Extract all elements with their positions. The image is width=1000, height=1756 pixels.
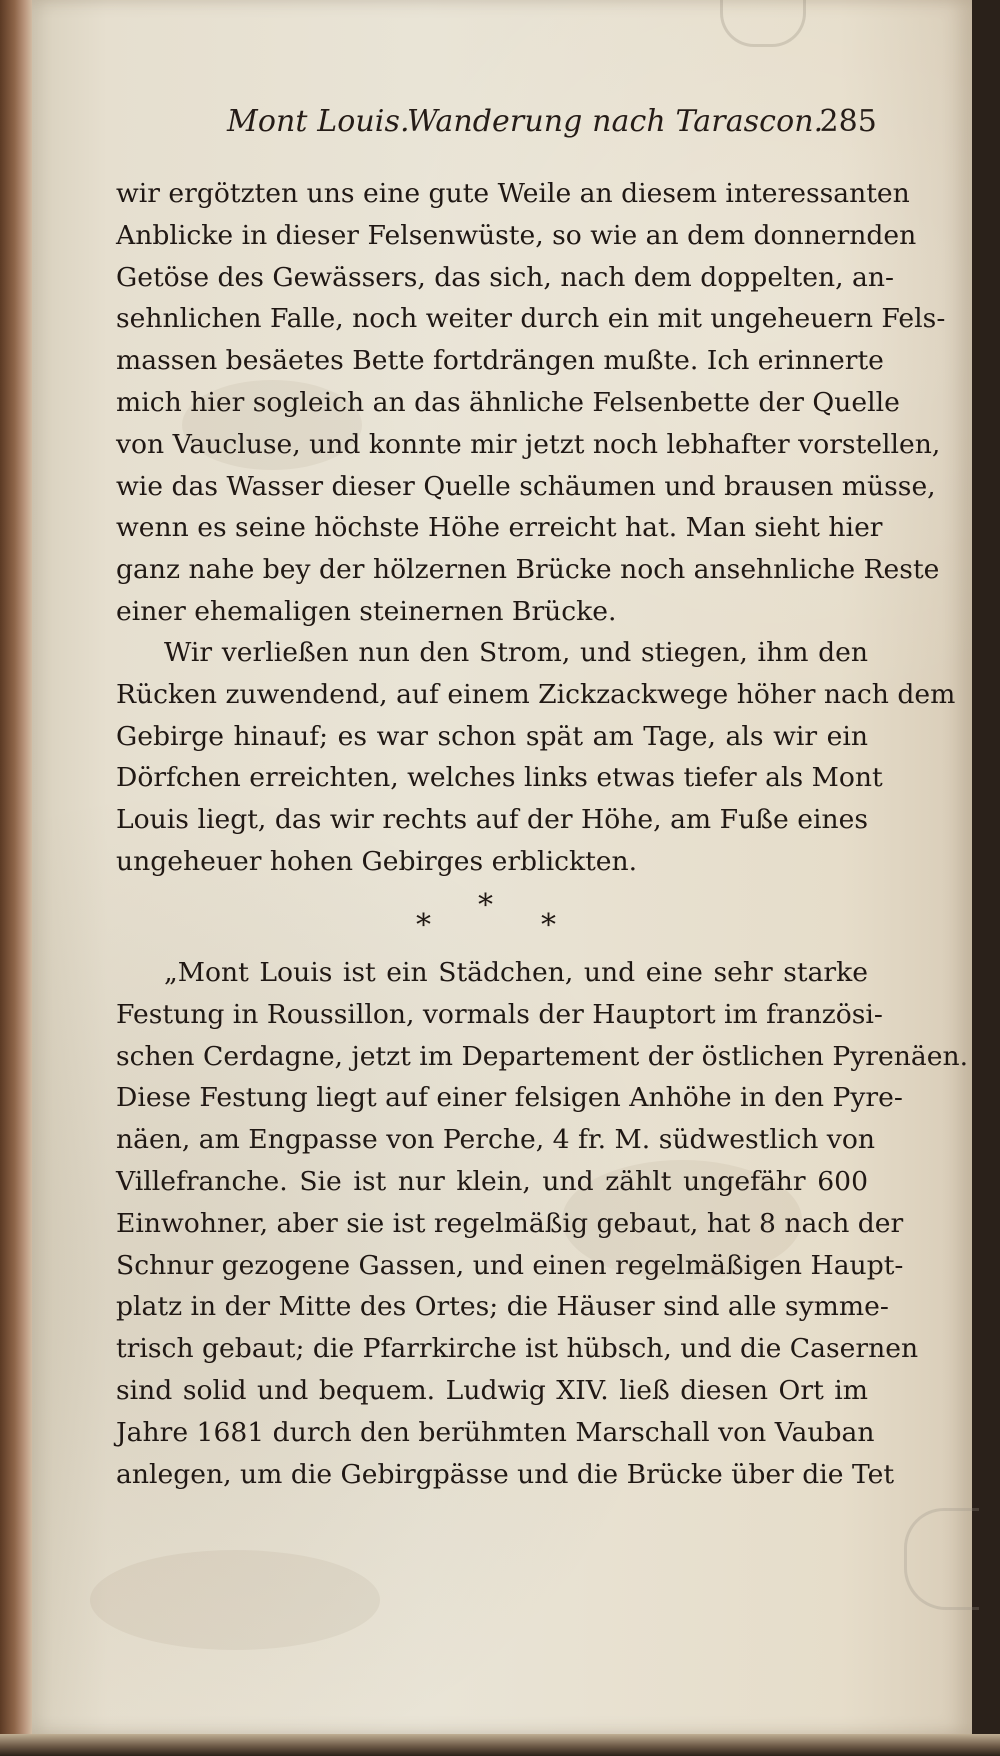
text-line: mich hier sogleich an das ähnliche Felsenbette der Quelle (116, 386, 900, 418)
paragraph-2 (116, 632, 956, 883)
book-bottom-edge (0, 1734, 1000, 1756)
section-break (416, 888, 566, 948)
text-line: Jahre 1681 durch den berühmten Marschall von Vauban (116, 1416, 875, 1448)
paragraph-1 (116, 173, 946, 633)
text-line: Dörfchen erreichten, welches links etwas tiefer als Mont (116, 762, 883, 794)
text-line: Anblicke in dieser Felsenwüste, so wie an dem donnernden (116, 219, 917, 251)
paragraph-3 (116, 952, 969, 1495)
paper-stain (90, 1550, 380, 1650)
text-line: Rücken zuwendend, auf einem Zickzackwege höher nach dem (116, 678, 956, 710)
scanned-book-page (32, 0, 972, 1734)
running-head-center: Wanderung nach Tarascon. (407, 104, 824, 139)
text-line: Louis liegt, das wir rechts auf der Höhe, am Fuße eines (116, 804, 868, 836)
text-line: anlegen, um die Gebirgpässe und die Brücke über die Tet (116, 1458, 895, 1490)
text-line: Villefranche. Sie ist nur klein, und zählt ungefähr 600 (116, 1165, 868, 1197)
text-line: trisch gebaut; die Pfarrkirche ist hübsch, und die Casernen (116, 1333, 919, 1365)
text-line: Einwohner, aber sie ist regelmäßig gebaut, hat 8 nach der (116, 1207, 904, 1239)
text-line: einer ehemaligen steinernen Brücke. (116, 595, 617, 627)
paper-fold-mark (720, 0, 806, 47)
asterisk: * (416, 908, 431, 943)
text-line: Gebirge hinauf; es war schon spät am Tage, als wir ein (116, 720, 868, 752)
text-line: Wir verließen nun den Strom, und stiegen, ihm den (164, 637, 868, 668)
text-line: massen besäetes Bette fortdrängen mußte. Ich erinnerte (116, 345, 884, 377)
running-head (227, 104, 877, 146)
text-line: wenn es seine höchste Höhe erreicht hat. Man sieht hier (116, 512, 883, 544)
text-line: Diese Festung liegt auf einer felsigen Anhöhe in den Pyre- (116, 1082, 903, 1114)
text-line: „Mont Louis ist ein Städchen, und eine sehr starke (164, 957, 868, 988)
asterisk: * (541, 908, 556, 943)
text-line: platz in der Mitte des Ortes; die Häuser sind alle symme- (116, 1291, 889, 1323)
text-line: von Vaucluse, und konnte mir jetzt noch lebhafter vorstellen, (116, 428, 941, 460)
book-fore-edge (0, 0, 34, 1756)
asterisk: * (478, 888, 493, 923)
text-line: sehnlichen Falle, noch weiter durch ein mit ungeheuern Fels- (116, 303, 946, 335)
text-line: näen, am Engpasse von Perche, 4 fr. M. südwestlich von (116, 1124, 875, 1156)
page-number: 285 (819, 104, 877, 139)
text-line: wir ergötzten uns eine gute Weile an diesem interessanten (116, 178, 910, 209)
text-line: wie das Wasser dieser Quelle schäumen und brausen müsse, (116, 470, 936, 502)
text-line: ungeheuer hohen Gebirges erblickten. (116, 845, 638, 877)
text-line: Festung in Roussillon, vormals der Hauptort im französi- (116, 998, 883, 1030)
text-line: ganz nahe bey der hölzernen Brücke noch ansehnliche Reste (116, 554, 940, 586)
text-line: schen Cerdagne, jetzt im Departement der östlichen Pyrenäen. (116, 1040, 969, 1072)
text-line: Schnur gezogene Gassen, und einen regelmäßigen Haupt- (116, 1249, 904, 1281)
text-line: sind solid und bequem. Ludwig XIV. ließ diesen Ort im (116, 1374, 868, 1406)
text-line: Getöse des Gewässers, das sich, nach dem doppelten, an- (116, 261, 894, 293)
running-head-left: Mont Louis. (227, 104, 410, 139)
page-edge-mark (904, 1508, 979, 1610)
